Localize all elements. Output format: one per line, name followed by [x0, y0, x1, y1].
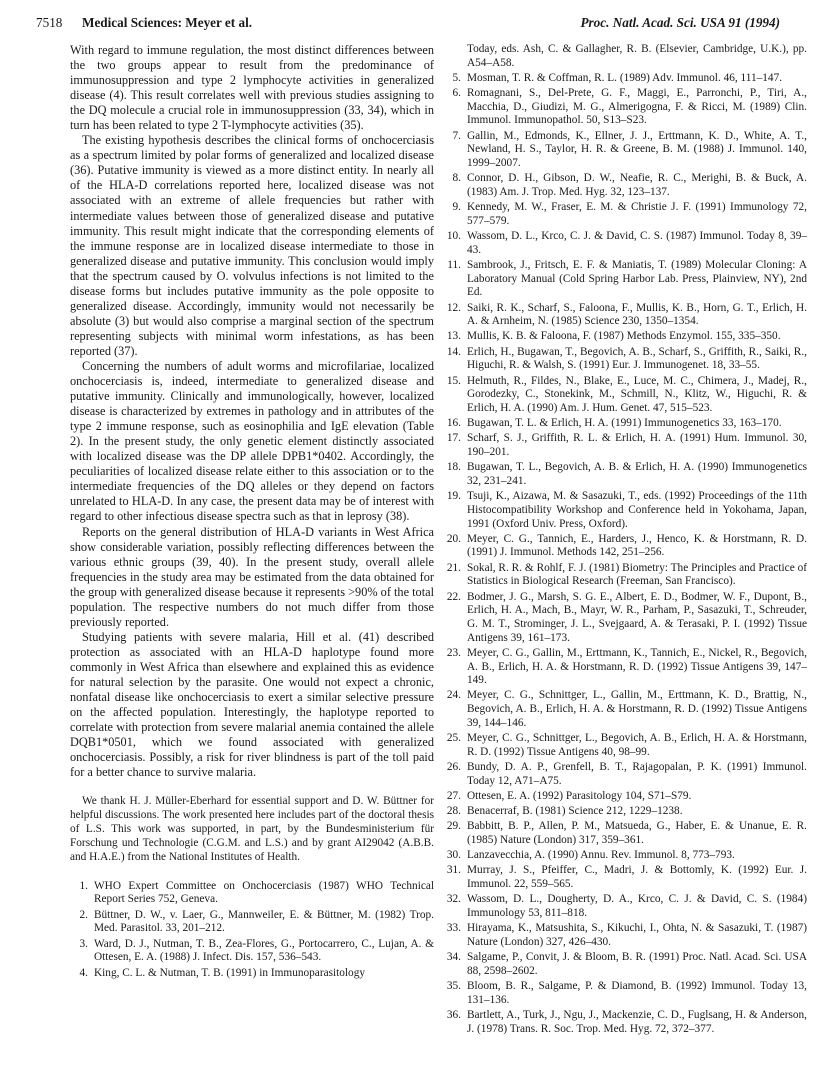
reference-list-left	[70, 880, 434, 980]
reference-text: Bugawan, T. L., Begovich, A. B. & Erlich, H. A. (1990) Immunogenetics 32, 231–241.	[467, 461, 807, 487]
reference-item	[70, 967, 434, 981]
paragraph: Concerning the numbers of adult worms and microfilariae, localized onchocerciasis is, indeed, intermediate to generalized disease and putative immunity. Clinically and immunologically, however, localized disease is characterized by extremes in pathology and in attributes of the type 2 immune response, such as eosinophilia and IgE elevation (Table 2). In the present study, the only genetic element distinctly associated with localized disease was the DP allele DPB1*0402. Accordingly, the peculiarities of localized disease relate either to this association or to the intermediate frequencies of the DQ alleles or they depend on factors unrelated to HLA-D. In any case, the present data may be of interest with regard to other infectious disease spectra such as that in leprosy (38).	[70, 358, 434, 524]
section-title: Medical Sciences: Meyer et al.	[82, 15, 253, 30]
body-text	[70, 43, 434, 780]
reference-number: 19.	[446, 490, 461, 503]
reference-item	[443, 461, 807, 488]
reference-number: 33.	[446, 922, 461, 935]
reference-item	[443, 130, 807, 171]
reference-number: 14.	[446, 345, 461, 358]
reference-text: Mosman, T. R. & Coffman, R. L. (1989) Adv. Immunol. 46, 111–147.	[467, 71, 783, 84]
reference-text: Murray, J. S., Pfeiffer, C., Madri, J. & Bottomly, K. (1992) Eur. J. Immunol. 22, 559–565.	[467, 864, 807, 891]
reference-number: 15.	[446, 374, 461, 387]
reference-number: 10.	[446, 230, 461, 243]
reference-text: Helmuth, R., Fildes, N., Blake, E., Luce, M. C., Chimera, J., Madej, R., Gorodezky, C., Stonekink, M., Schmill, N., Klitz, W., Higuchi, R. & Erlich, H. A. (1990) Am. J. Hum. Genet. 47, 515–523.	[467, 374, 807, 414]
reference-item	[443, 72, 807, 86]
reference-text: Meyer, C. G., Schnittger, L., Gallin, M., Erttmann, K. D., Brattig, N., Begovich, A. B., Erlich, H. A. & Horstmann, R. D. (1992) Tissue Antigens 39, 144–146.	[467, 689, 807, 729]
reference-item	[70, 938, 434, 965]
reference-text: Meyer, C. G., Gallin, M., Erttmann, K., Tannich, E., Nickel, R., Begovich, A. B., Erlich, H. A. & Horstmann, R. D. (1992) Tissue Antigens 39, 147–149.	[467, 646, 807, 687]
journal-citation: Proc. Natl. Acad. Sci. USA 91 (1994)	[580, 15, 780, 30]
reference-number: 29.	[446, 820, 461, 833]
reference-item	[443, 980, 807, 1007]
reference-text: Bundy, D. A. P., Grenfell, B. T., Rajagopalan, P. K. (1991) Immunol. Today 12, A71–A75.	[467, 760, 807, 787]
reference-item	[443, 346, 807, 373]
reference-item	[443, 761, 807, 788]
reference-number: 12.	[446, 301, 461, 314]
reference-list-right	[443, 43, 807, 1036]
reference-text: Bodmer, J. G., Marsh, S. G. E., Albert, E. D., Bodmer, W. F., Dupont, B., Erlich, H. A., Mach, B., Mayr, W. R., Parham, P., Sasazuki, T., Schreuder, G. M. T., Strominger, J. L., Svejgaard, A. & Terasaki, P. I. (1992) Tissue Antigens 39, 161–173.	[467, 590, 807, 644]
reference-number: 23.	[446, 646, 461, 659]
reference-item	[443, 790, 807, 804]
reference-text: Erlich, H., Bugawan, T., Begovich, A. B., Scharf, S., Griffith, R., Saiki, R., Higuchi, R. & Walsh, S. (1991) Eur. J. Immunogenet. 18, 33–55.	[467, 345, 807, 372]
reference-text: Bartlett, A., Turk, J., Ngu, J., Mackenzie, C. D., Fuglsang, H. & Anderson, J. (1978) Trans. R. Soc. Trop. Med. Hyg. 72, 372–377.	[467, 1008, 807, 1035]
reference-number: 34.	[446, 951, 461, 964]
reference-item	[443, 732, 807, 759]
reference-number: 16.	[446, 417, 461, 430]
reference-number: 21.	[446, 561, 461, 574]
reference-text: Benacerraf, B. (1981) Science 212, 1229–1238.	[467, 805, 683, 818]
reference-text: Sambrook, J., Fritsch, E. F. & Maniatis, T. (1989) Molecular Cloning: A Laboratory Manual (Cold Spring Harbor Lab. Press, Plainview, NY), 2nd Ed.	[467, 259, 807, 299]
reference-text: Scharf, S. J., Griffith, R. L. & Erlich, H. A. (1991) Hum. Immunol. 30, 190–201.	[467, 432, 807, 459]
reference-number: 17.	[446, 432, 461, 445]
reference-number: 4.	[79, 966, 88, 979]
reference-number: 32.	[446, 893, 461, 906]
reference-number: 25.	[446, 731, 461, 744]
reference-item	[443, 375, 807, 416]
reference-item	[70, 880, 434, 907]
reference-number: 35.	[446, 980, 461, 993]
reference-item	[443, 259, 807, 300]
paragraph: Studying patients with severe malaria, Hill et al. (41) described protection as associated with an HLA-D haplotype found more commonly in West Africa than elsewhere and explained this as evidence for natural selection by the parasite. One would not expect a chronic, nonfatal disease like onchocerciasis to exert a similar selective pressure on the affected population. Interestingly, the haplotype reported to correlate with protection from severe malarial anemia contained the allele DQB1*0501, which we found associated with generalized onchocerciasis. Possibly, a risk for river blindness is part of the toll paid for a better chance to survive malaria.	[70, 629, 434, 780]
reference-item	[443, 490, 807, 531]
reference-item	[443, 805, 807, 819]
page-number: 7518	[36, 15, 63, 30]
reference-number: 7.	[452, 129, 461, 142]
reference-item	[443, 893, 807, 920]
reference-text: Tsuji, K., Aizawa, M. & Sasazuki, T., eds. (1992) Proceedings of the 11th Histocompatibility Workshop and Conference held in Yokohama, Japan, 1991 (Oxford Univ. Press, Oxford).	[467, 490, 807, 530]
reference-item	[443, 172, 807, 199]
reference-item	[443, 201, 807, 228]
reference-number: 31.	[446, 864, 461, 877]
reference-number: 9.	[452, 201, 461, 214]
reference-item	[443, 591, 807, 646]
reference-text: Meyer, C. G., Schnittger, L., Begovich, A. B., Erlich, H. A. & Horstmann, R. D. (1992) Tissue Antigens 40, 98–99.	[467, 731, 807, 758]
reference-number: 5.	[452, 71, 461, 84]
reference-text: Wassom, D. L., Krco, C. J. & David, C. S. (1987) Immunol. Today 8, 39–43.	[467, 230, 807, 256]
reference-item	[443, 689, 807, 730]
reference-text: Saiki, R. K., Scharf, S., Faloona, F., Mullis, K. B., Horn, G. T., Erlich, H. A. & Arnheim, N. (1985) Science 230, 1350–1354.	[467, 301, 807, 328]
reference-text: Today, eds. Ash, C. & Gallagher, R. B. (Elsevier, Cambridge, U.K.), pp. A54–A58.	[467, 43, 807, 69]
reference-item	[443, 647, 807, 688]
reference-item	[443, 922, 807, 949]
reference-text: Ward, D. J., Nutman, T. B., Zea-Flores, G., Portocarrero, C., Lujan, A. & Ottesen, E. A. (1988) J. Infect. Dis. 157, 536–543.	[94, 937, 434, 964]
reference-item	[443, 330, 807, 344]
reference-number: 11.	[447, 259, 461, 271]
reference-number: 28.	[446, 805, 461, 818]
reference-number: 24.	[446, 689, 461, 702]
reference-item	[443, 432, 807, 459]
reference-number: 27.	[446, 789, 461, 802]
reference-item	[443, 820, 807, 847]
reference-text: Wassom, D. L., Dougherty, D. A., Krco, C. J. & David, C. S. (1984) Immunology 53, 811–818.	[467, 893, 807, 919]
reference-text: Hirayama, K., Matsushita, S., Kikuchi, I., Ohta, N. & Sasazuki, T. (1987) Nature (London) 327, 426–430.	[467, 922, 807, 948]
reference-text: Ottesen, E. A. (1992) Parasitology 104, S71–S79.	[467, 789, 692, 802]
reference-number: 13.	[446, 330, 461, 343]
reference-number: 18.	[446, 461, 461, 474]
reference-number: 3.	[79, 937, 88, 950]
reference-number: 1.	[79, 879, 88, 892]
reference-number: 22.	[446, 590, 461, 603]
acknowledgment: We thank H. J. Müller-Eberhard for essential support and D. W. Büttner for helpful discussions. The work presented here includes part of the doctoral thesis of L.S. This work was supported, in part, by the Bundesministerium für Forschung und Technologie (C.G.M. and L.S.) and by grant AI29042 (A.B.B. and H.A.E.) from the National Institutes of Health.	[70, 795, 434, 863]
reference-number: 36.	[446, 1008, 461, 1021]
reference-number: 20.	[446, 532, 461, 545]
reference-item	[443, 864, 807, 891]
page-header	[36, 15, 780, 33]
reference-text: WHO Expert Committee on Onchocerciasis (1987) WHO Technical Report Series 752, Geneva.	[94, 879, 434, 906]
left-column	[70, 43, 434, 982]
reference-number: 2.	[79, 908, 88, 921]
reference-item	[443, 533, 807, 560]
reference-item	[443, 302, 807, 329]
reference-item	[443, 1009, 807, 1036]
right-column	[443, 43, 807, 1038]
reference-text: King, C. L. & Nutman, T. B. (1991) in Immunoparasitology	[94, 966, 365, 979]
reference-text: Meyer, C. G., Tannich, E., Harders, J., Henco, K. & Horstmann, R. D. (1991) J. Immunol. Methods 142, 251–256.	[467, 532, 807, 559]
reference-text: Babbitt, B. P., Allen, P. M., Matsueda, G., Haber, E. & Unanue, E. R. (1985) Nature (London) 317, 359–361.	[467, 820, 807, 846]
reference-item	[443, 43, 807, 70]
reference-text: Büttner, D. W., v. Laer, G., Mannweiler, E. & Büttner, M. (1982) Trop. Med. Parasitol. 33, 201–212.	[94, 908, 434, 935]
reference-item	[443, 87, 807, 128]
reference-text: Connor, D. H., Gibson, D. W., Neafie, R. C., Merighi, B. & Buck, A. (1983) Am. J. Trop. Med. Hyg. 32, 123–137.	[467, 172, 807, 198]
reference-number: 8.	[452, 172, 461, 185]
reference-item	[443, 951, 807, 978]
reference-text: Gallin, M., Edmonds, K., Ellner, J. J., Erttmann, K. D., White, A. T., Newland, H. S., Taylor, H. R. & Greene, B. M. (1988) J. Immunol. 140, 1999–2007.	[467, 129, 807, 170]
reference-text: Mullis, K. B. & Faloona, F. (1987) Methods Enzymol. 155, 335–350.	[467, 330, 781, 343]
reference-number: 6.	[452, 87, 461, 100]
reference-number: 26.	[446, 760, 461, 773]
reference-item	[70, 909, 434, 936]
reference-item	[443, 230, 807, 257]
paragraph: Reports on the general distribution of HLA-D variants in West Africa show considerable variation, possibly reflecting differences between the various ethnic groups (39, 40). In the present study, overall allele frequencies in the study area may be estimated from the data obtained for the group with generalized disease because it represents >90% of the total population. The respective numbers do not much differ from those previously reported.	[70, 524, 434, 629]
reference-text: Sokal, R. R. & Rohlf, F. J. (1981) Biometry: The Principles and Practice of Statistics in Biological Research (Freeman, San Francisco).	[467, 561, 807, 588]
reference-text: Bugawan, T. L. & Erlich, H. A. (1991) Immunogenetics 33, 163–170.	[467, 417, 782, 430]
reference-item	[443, 849, 807, 863]
reference-text: Kennedy, M. W., Fraser, E. M. & Christie J. F. (1991) Immunology 72, 577–579.	[467, 201, 807, 227]
reference-number: 30.	[446, 849, 461, 862]
paragraph: With regard to immune regulation, the most distinct differences between the two groups appear to result from the predominance of immunosuppression and type 2 lymphocyte activities in generalized disease (4). This result correlates well with previous studies assigning to the DQ molecule a crucial role in immunosuppression (33, 34), which in turn has been related to type 2 T-lymphocyte activities (35).	[70, 43, 434, 133]
reference-item	[443, 417, 807, 431]
reference-text: Salgame, P., Convit, J. & Bloom, B. R. (1991) Proc. Natl. Acad. Sci. USA 88, 2598–2602.	[467, 951, 807, 977]
reference-text: Lanzavecchia, A. (1990) Annu. Rev. Immunol. 8, 773–793.	[467, 849, 735, 862]
paragraph: The existing hypothesis describes the clinical forms of onchocerciasis as a spectrum limited by polar forms of generalized and localized disease (36). Putative immunity is viewed as a more distinct entity. In nearly all of the HLA-D correlations reported here, localized disease was not associated with an extreme of allele frequencies but rather with intermediate values between those of generalized disease and putative immunity. This result might indicate that the corresponding elements of the immune response are in localized disease intermediate to those in generalized disease and putative immunity. This conclusion would imply that the spectrum caused by O. volvulus infections is not limited to the disease forms but includes putative immunity as the pole opposite to generalized disease. Accordingly, immunity would not necessarily be absolute (3) but would also comprise a marginal section of the spectrum representing subjects with minimal worm infestations, as has been reported (37).	[70, 133, 434, 358]
reference-text: Romagnani, S., Del-Prete, G. F., Maggi, E., Parronchi, P., Tiri, A., Macchia, D., Giudizi, M. G., Almerigogna, F. & Ricci, M. (1989) Clin. Immunol. Immunopathol. 50, S13–S23.	[467, 87, 807, 127]
reference-item	[443, 562, 807, 589]
reference-text: Bloom, B. R., Salgame, P. & Diamond, B. (1992) Immunol. Today 13, 131–136.	[467, 980, 807, 1006]
